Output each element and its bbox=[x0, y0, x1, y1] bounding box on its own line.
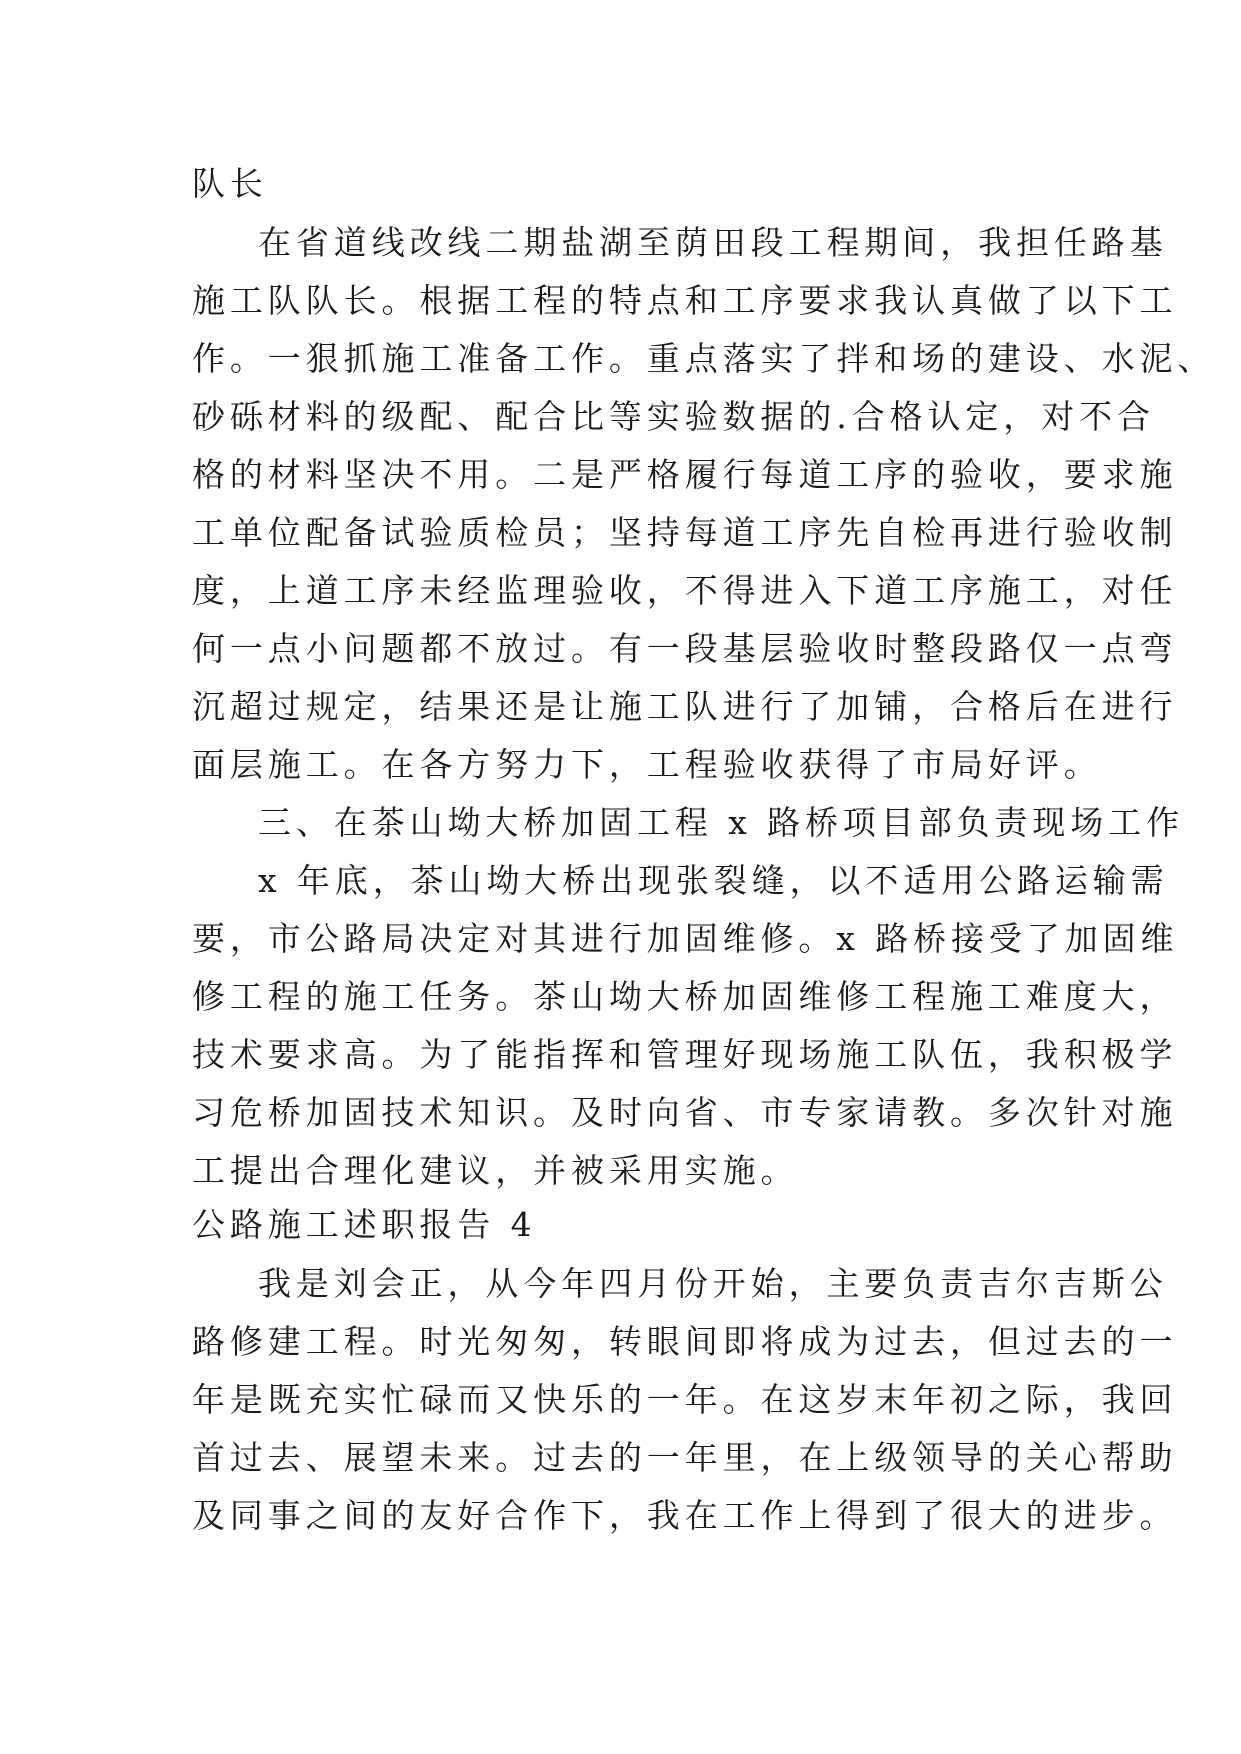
text-line: 沉超过规定，结果还是让施工队进行了加铺，合格后在进行 bbox=[192, 687, 1178, 726]
text-line: 格的材料坚决不用。二是严格履行每道工序的验收，要求施 bbox=[192, 455, 1178, 494]
text-line: 施工队队长。根据工程的特点和工序要求我认真做了以下工 bbox=[192, 281, 1178, 320]
section-heading-line: 三、在茶山坳大桥加固工程 x 路桥项目部负责现场工作 bbox=[258, 803, 1184, 842]
text-line: 年是既充实忙碌而又快乐的一年。在这岁末年初之际，我回 bbox=[192, 1380, 1178, 1419]
text-line: 度，上道工序未经监理验收，不得进入下道工序施工，对任 bbox=[192, 571, 1178, 610]
text-line: 要，市公路局决定对其进行加固维修。x 路桥接受了加固维 bbox=[192, 919, 1179, 958]
text-line: 作。一狠抓施工准备工作。重点落实了拌和场的建设、水泥、 bbox=[192, 339, 1216, 378]
paragraph-start-line: x 年底，茶山坳大桥出现张裂缝，以不适用公路运输需 bbox=[258, 861, 1169, 900]
text-line: 首过去、展望未来。过去的一年里，在上级领导的关心帮助 bbox=[192, 1438, 1178, 1477]
report-title: 公路施工述职报告 4 bbox=[192, 1205, 537, 1244]
text-line: 砂砾材料的级配、配合比等实验数据的.合格认定，对不合 bbox=[192, 397, 1155, 436]
text-line: 路修建工程。时光匆匆，转眼间即将成为过去，但过去的一 bbox=[192, 1322, 1178, 1361]
paragraph-start-line: 在省道线改线二期盐湖至荫田段工程期间，我担任路基 bbox=[258, 223, 1168, 262]
text-line: 面层施工。在各方努力下，工程验收获得了市局好评。 bbox=[192, 745, 1102, 784]
text-line: 工提出合理化建议，并被采用实施。 bbox=[192, 1151, 799, 1190]
text-line: 及同事之间的友好合作下，我在工作上得到了很大的进步。 bbox=[192, 1496, 1178, 1535]
text-line: 何一点小问题都不放过。有一段基层验收时整段路仅一点弯 bbox=[192, 629, 1178, 668]
text-line: 队长 bbox=[192, 164, 268, 203]
text-line: 修工程的施工任务。茶山坳大桥加固维修工程施工难度大， bbox=[192, 977, 1178, 1016]
text-line: 技术要求高。为了能指挥和管理好现场施工队伍，我积极学 bbox=[192, 1035, 1178, 1074]
text-line: 工单位配备试验质检员；坚持每道工序先自检再进行验收制 bbox=[192, 513, 1178, 552]
text-line: 习危桥加固技术知识。及时向省、市专家请教。多次针对施 bbox=[192, 1093, 1178, 1132]
paragraph-start-line: 我是刘会正，从今年四月份开始，主要负责吉尔吉斯公 bbox=[258, 1264, 1168, 1303]
